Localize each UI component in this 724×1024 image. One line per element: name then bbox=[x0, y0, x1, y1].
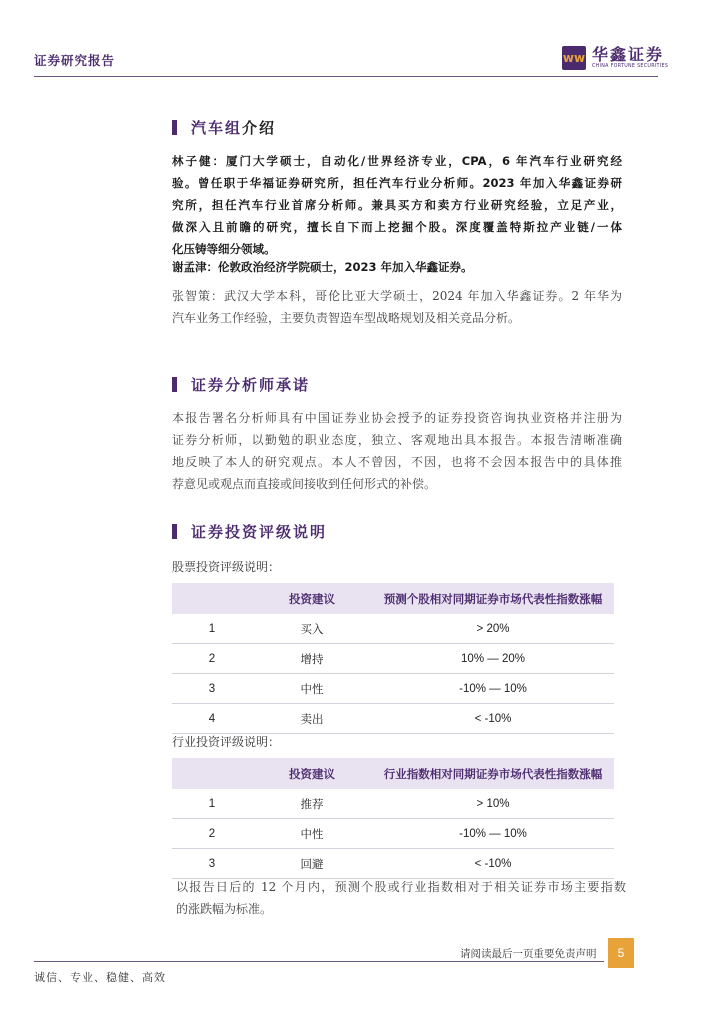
commitment-line: 本报告署名分析师具有中国证券业协会授予的证券投资咨询执业资格并注册为 bbox=[172, 411, 622, 425]
table-row bbox=[172, 644, 614, 674]
table-row bbox=[172, 819, 614, 849]
note-line: 以报告日后的 12 个月内，预测个股或行业指数相对于相关证券市场主要指数 bbox=[176, 880, 626, 894]
table-row bbox=[172, 704, 614, 734]
note-line: 的涨跌幅为标准。 bbox=[176, 902, 273, 916]
industry-rating-table bbox=[172, 758, 614, 879]
bio-line: 张智策：武汉大学本科，哥伦比亚大学硕士，2024 年加入华鑫证券。2 年华为 bbox=[172, 289, 622, 303]
table-header-cell: 投资建议 bbox=[252, 583, 372, 614]
section-heading-auto-team bbox=[172, 117, 276, 138]
row-number: 3 bbox=[172, 849, 252, 879]
table-row bbox=[172, 674, 614, 704]
row-range: > 10% bbox=[372, 789, 614, 819]
bio-line: 化压铸等细分领域。 bbox=[172, 242, 276, 256]
row-range: > 20% bbox=[372, 614, 614, 644]
section-bar bbox=[172, 120, 177, 135]
heading-text: 证券投资评级说明 bbox=[191, 523, 328, 541]
row-advice: 中性 bbox=[252, 674, 372, 704]
stock-rating-caption: 股票投资评级说明： bbox=[172, 560, 281, 574]
row-number: 4 bbox=[172, 704, 252, 734]
stock-rating-table bbox=[172, 583, 614, 734]
row-advice: 回避 bbox=[252, 849, 372, 879]
row-advice: 买入 bbox=[252, 614, 372, 644]
commitment-paragraph bbox=[172, 407, 622, 495]
table-row bbox=[172, 789, 614, 819]
section-heading-commitment bbox=[172, 374, 310, 395]
commitment-line: 证券分析师，以勤勉的职业态度，独立、客观地出具本报告。本报告清晰准确 bbox=[172, 433, 622, 447]
row-number: 2 bbox=[172, 644, 252, 674]
section-bar bbox=[172, 377, 177, 392]
logo-cn-text: 华鑫证券 bbox=[592, 45, 665, 64]
bio-line: 谢孟津：伦敦政治经济学院硕士，2023 年加入华鑫证券。 bbox=[172, 260, 473, 274]
footer-divider bbox=[34, 961, 604, 962]
bio-line: 林子健：厦门大学硕士，自动化/世界经济专业，CPA，6 年汽车行业研究经 bbox=[172, 154, 622, 168]
row-number: 3 bbox=[172, 674, 252, 704]
commitment-line: 荐意见或观点而直接或间接收到任何形式的补偿。 bbox=[172, 477, 437, 491]
analyst-bio-xie bbox=[172, 256, 622, 278]
bio-line: 究所，担任汽车行业首席分析师。兼具买方和卖方行业研究经验，立足产业， bbox=[172, 198, 622, 212]
table-row bbox=[172, 849, 614, 879]
bio-line: 汽车业务工作经验，主要负责智造车型战略规划及相关竞品分析。 bbox=[172, 311, 521, 325]
table-header-cell: 预测个股相对同期证券市场代表性指数涨幅 bbox=[372, 583, 614, 614]
table-header-cell: 行业指数相对同期证券市场代表性指数涨幅 bbox=[372, 758, 614, 789]
report-type-label: 证券研究报告 bbox=[34, 53, 116, 68]
heading-text: 证券分析师承诺 bbox=[191, 376, 311, 394]
row-number: 1 bbox=[172, 789, 252, 819]
commitment-line: 地反映了本人的研究观点。本人不曾因，不因，也将不会因本报告中的具体推 bbox=[172, 455, 622, 469]
company-logo bbox=[562, 46, 668, 70]
row-number: 2 bbox=[172, 819, 252, 849]
row-advice: 增持 bbox=[252, 644, 372, 674]
row-range: < -10% bbox=[372, 704, 614, 734]
table-header-cell bbox=[172, 583, 252, 614]
disclaimer-note: 请阅读最后一页重要免责声明 bbox=[460, 948, 597, 960]
row-number: 1 bbox=[172, 614, 252, 644]
row-range: 10% — 20% bbox=[372, 644, 614, 674]
table-header-cell: 投资建议 bbox=[252, 758, 372, 789]
section-bar bbox=[172, 524, 177, 539]
page-number: 5 bbox=[608, 938, 634, 968]
table-header-row bbox=[172, 583, 614, 614]
footer-slogan: 诚信、专业、稳健、高效 bbox=[34, 971, 166, 984]
heading-prefix: 汽车组 bbox=[191, 119, 243, 137]
row-advice: 中性 bbox=[252, 819, 372, 849]
table-header-cell bbox=[172, 758, 252, 789]
industry-rating-caption: 行业投资评级说明： bbox=[172, 735, 281, 749]
row-range: -10% — 10% bbox=[372, 819, 614, 849]
analyst-bio-zhang bbox=[172, 285, 622, 329]
logo-en-text: CHINA FORTUNE SECURITIES bbox=[592, 64, 669, 69]
row-range: < -10% bbox=[372, 849, 614, 879]
row-range: -10% — 10% bbox=[372, 674, 614, 704]
section-heading-rating bbox=[172, 521, 327, 542]
row-advice: 卖出 bbox=[252, 704, 372, 734]
table-row bbox=[172, 614, 614, 644]
bio-line: 验。曾任职于华福证券研究所，担任汽车行业分析师。2023 年加入华鑫证券研 bbox=[172, 176, 622, 190]
header-divider bbox=[34, 76, 658, 77]
logo-mark-icon: ww bbox=[562, 46, 586, 70]
row-advice: 推荐 bbox=[252, 789, 372, 819]
analyst-bio-lin bbox=[172, 150, 622, 260]
heading-suffix: 介绍 bbox=[242, 119, 277, 137]
table-header-row bbox=[172, 758, 614, 789]
bio-line: 做深入且前瞻的研究，擅长自下而上挖掘个股。深度覆盖特斯拉产业链/一体 bbox=[172, 220, 622, 234]
rating-note bbox=[176, 876, 626, 920]
